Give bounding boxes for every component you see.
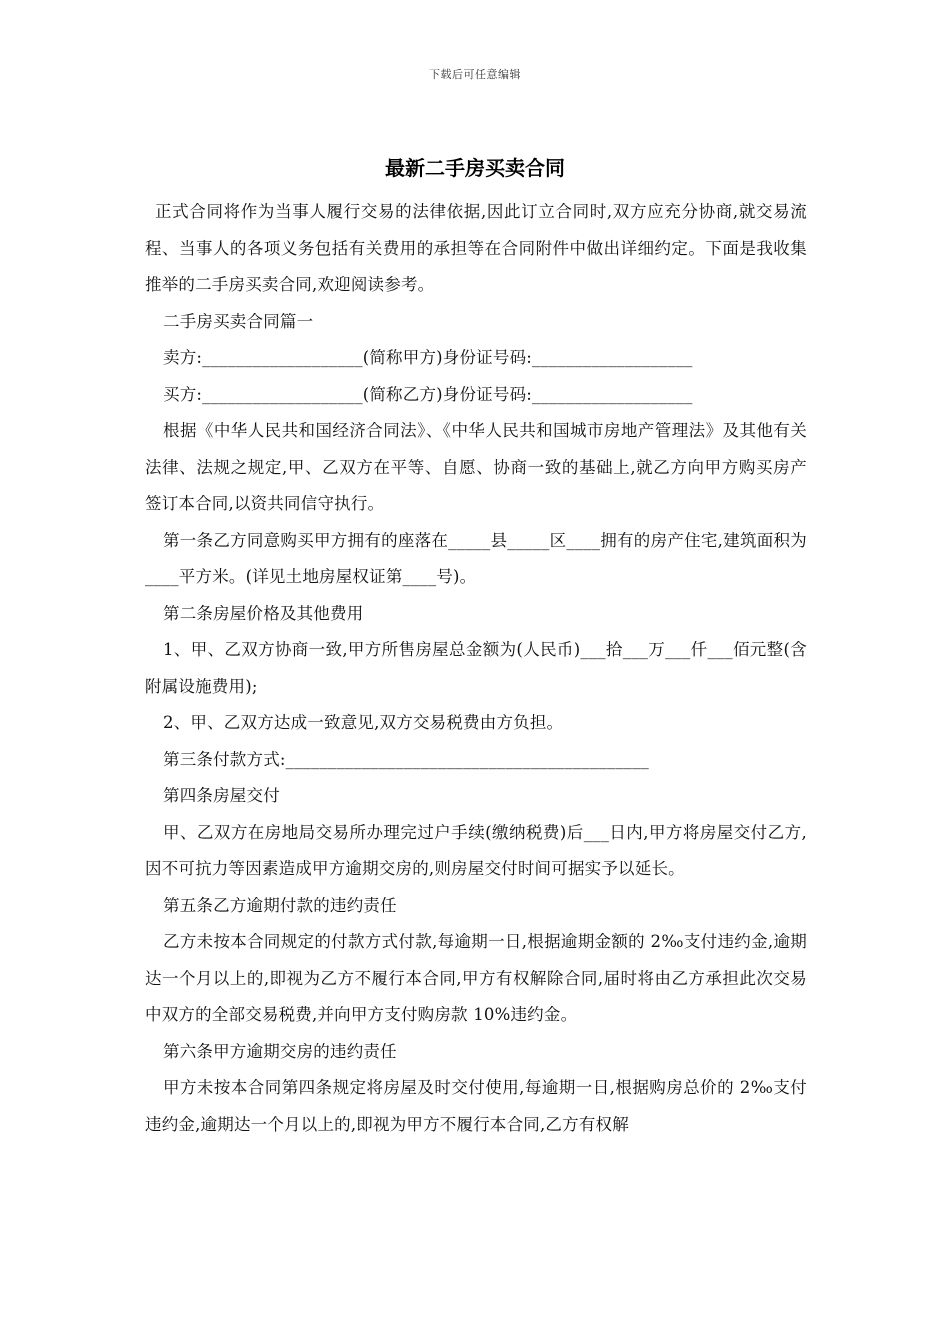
- page-title: 最新二手房买卖合同: [385, 156, 565, 180]
- basis-paragraph: 根据《中华人民共和国经济合同法》、《中华人民共和国城市房地产管理法》及其他有关法律、法规之规定,甲、乙双方在平等、自愿、协商一致的基础上,就乙方向甲方购买房产签订本合同,以资共同信守执行。: [145, 421, 807, 513]
- seller-line: 卖方:___________________(简称甲方)身份证号码:___________________: [163, 348, 693, 367]
- article-4-body: 甲、乙双方在房地局交易所办理完过户手续(缴纳税费)后___日内,甲方将房屋交付乙方,因不可抗力等因素造成甲方逾期交房的,则房屋交付时间可据实予以延长。: [145, 822, 807, 878]
- article-2-item-2: 2、甲、乙双方达成一致意见,双方交易税费由方负担。: [163, 713, 564, 732]
- article-5-body: 乙方未按本合同规定的付款方式付款,每逾期一日,根据逾期金额的 2‰支付违约金,逾期达一个月以上的,即视为乙方不履行本合同,甲方有权解除合同,届时将由乙方承担此次交易中双方的全部交易税费,并向甲方支付购房款 10%违约金。: [145, 932, 807, 1024]
- article-4-heading: 第四条房屋交付: [163, 786, 280, 805]
- article-5-heading: 第五条乙方逾期付款的违约责任: [163, 895, 397, 915]
- article-2-heading: 第二条房屋价格及其他费用: [163, 603, 364, 623]
- article-6-heading: 第六条甲方逾期交房的违约责任: [163, 1041, 397, 1061]
- buyer-line: 买方:___________________(简称乙方)身份证号码:___________________: [163, 384, 693, 404]
- header-note: 下载后可任意编辑: [429, 68, 521, 81]
- document-body: [145, 194, 807, 1143]
- article-2-item-1: 1、甲、乙双方协商一致,甲方所售房屋总金额为(人民币)___拾___万___仟___佰元整(含附属设施费用);: [145, 640, 807, 696]
- article-3: 第三条付款方式:___________________________________________: [163, 749, 650, 769]
- article-6-body: 甲方未按本合同第四条规定将房屋及时交付使用,每逾期一日,根据购房总价的 2‰支付违约金,逾期达一个月以上的,即视为甲方不履行本合同,乙方有权解: [145, 1078, 807, 1134]
- section-heading: 二手房买卖合同篇一: [163, 311, 314, 331]
- intro-paragraph: 正式合同将作为当事人履行交易的法律依据,因此订立合同时,双方应充分协商,就交易流程、当事人的各项义务包括有关费用的承担等在合同附件中做出详细约定。下面是我收集推举的二手房买卖合同,欢迎阅读参考。: [145, 202, 807, 294]
- article-1: 第一条乙方同意购买甲方拥有的座落在_____县_____区____拥有的房产住宅,建筑面积为____平方米。(详见土地房屋权证第____号)。: [145, 530, 807, 586]
